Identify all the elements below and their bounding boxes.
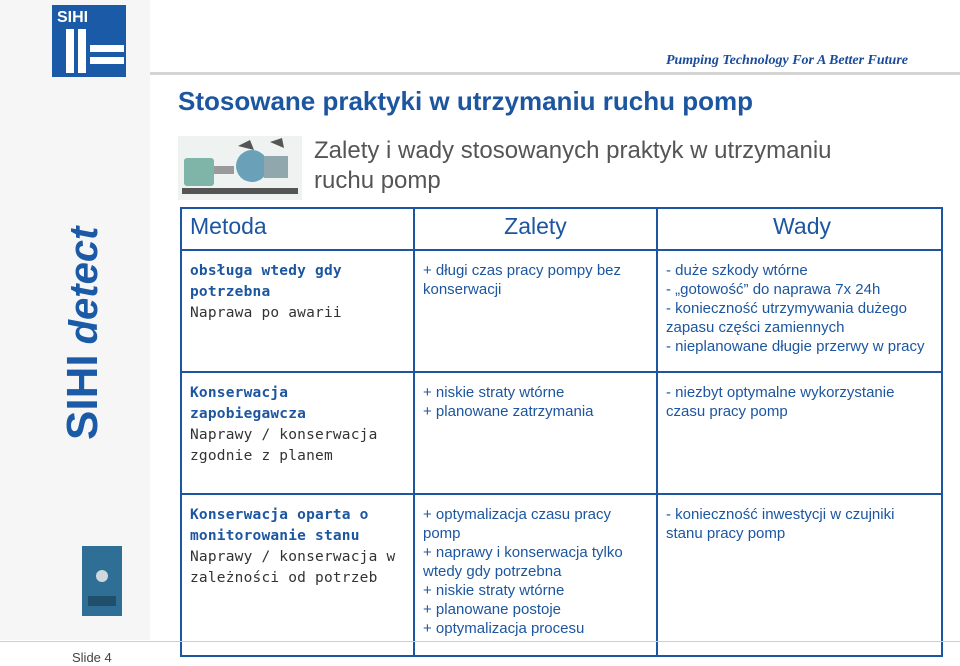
wady-item: - niezbyt optymalne wykorzystanie czasu pracy pomp <box>666 384 895 420</box>
header-divider <box>150 72 960 75</box>
header-wady: Wady <box>657 208 942 250</box>
table-row <box>181 494 942 656</box>
footer-divider <box>0 641 960 642</box>
metoda-cell <box>181 372 414 494</box>
vertical-brand <box>58 227 108 440</box>
page-subtitle: Zalety i wady stosowanych praktyk w utrzymaniu ruchu pomp <box>314 137 832 194</box>
wady-item: - konieczność utrzymywania dużego zapasu części zamiennych <box>666 300 907 336</box>
wady-item: - duże szkody wtórne <box>666 262 808 279</box>
metoda-cell <box>181 250 414 372</box>
sihi-logo <box>52 5 126 77</box>
wady-cell <box>657 250 942 372</box>
zalety-cell <box>414 250 657 372</box>
wady-item: - nieplanowane długie przerwy w pracy <box>666 338 925 355</box>
zalety-item: + naprawy i konserwacja tylko wtedy gdy potrzebna <box>423 544 623 580</box>
page-title: Stosowane praktyki w utrzymaniu ruchu pomp <box>178 86 753 116</box>
table-row <box>181 250 942 372</box>
header-metoda: Metoda <box>181 208 414 250</box>
metoda-description: Naprawa po awarii <box>190 305 342 321</box>
metoda-name: Konserwacja oparta o monitorowanie stanu <box>190 507 369 544</box>
zalety-item: + optymalizacja czasu pracy pomp <box>423 506 611 542</box>
logo-text: SIHI <box>57 9 89 26</box>
metoda-description: Naprawy / konserwacja w zależności od potrzeb <box>190 549 396 586</box>
metoda-cell <box>181 494 414 656</box>
zalety-item: + planowane postoje <box>423 601 562 618</box>
table-header-row <box>181 208 942 250</box>
header-zalety: Zalety <box>414 208 657 250</box>
vertical-brand-detect: detect <box>62 226 106 345</box>
wady-cell <box>657 372 942 494</box>
zalety-item: + optymalizacja procesu <box>423 620 585 637</box>
zalety-item: + długi czas pracy pompy bez konserwacji <box>423 262 622 298</box>
metoda-name: Konserwacja zapobiegawcza <box>190 385 307 422</box>
zalety-item: + niskie straty wtórne <box>423 384 565 401</box>
zalety-item: + niskie straty wtórne <box>423 582 565 599</box>
metoda-name: obsługa wtedy gdy potrzebna <box>190 263 342 300</box>
pump-repair-illustration-icon <box>178 136 302 200</box>
wady-cell <box>657 494 942 656</box>
wady-item: - „gotowość” do naprawa 7x 24h <box>666 281 881 298</box>
comparison-table <box>180 207 943 657</box>
slide-number: Slide 4 <box>72 650 112 665</box>
pump-unit-icon <box>82 546 122 616</box>
table-row <box>181 372 942 494</box>
zalety-cell <box>414 372 657 494</box>
metoda-description: Naprawy / konserwacja zgodnie z planem <box>190 427 378 464</box>
tagline: Pumping Technology For A Better Future <box>665 53 908 68</box>
wady-item: - konieczność inwestycji w czujniki stanu pracy pomp <box>666 506 895 542</box>
zalety-item: + planowane zatrzymania <box>423 403 594 420</box>
zalety-cell <box>414 494 657 656</box>
vertical-brand-main: SIHI <box>58 354 107 440</box>
